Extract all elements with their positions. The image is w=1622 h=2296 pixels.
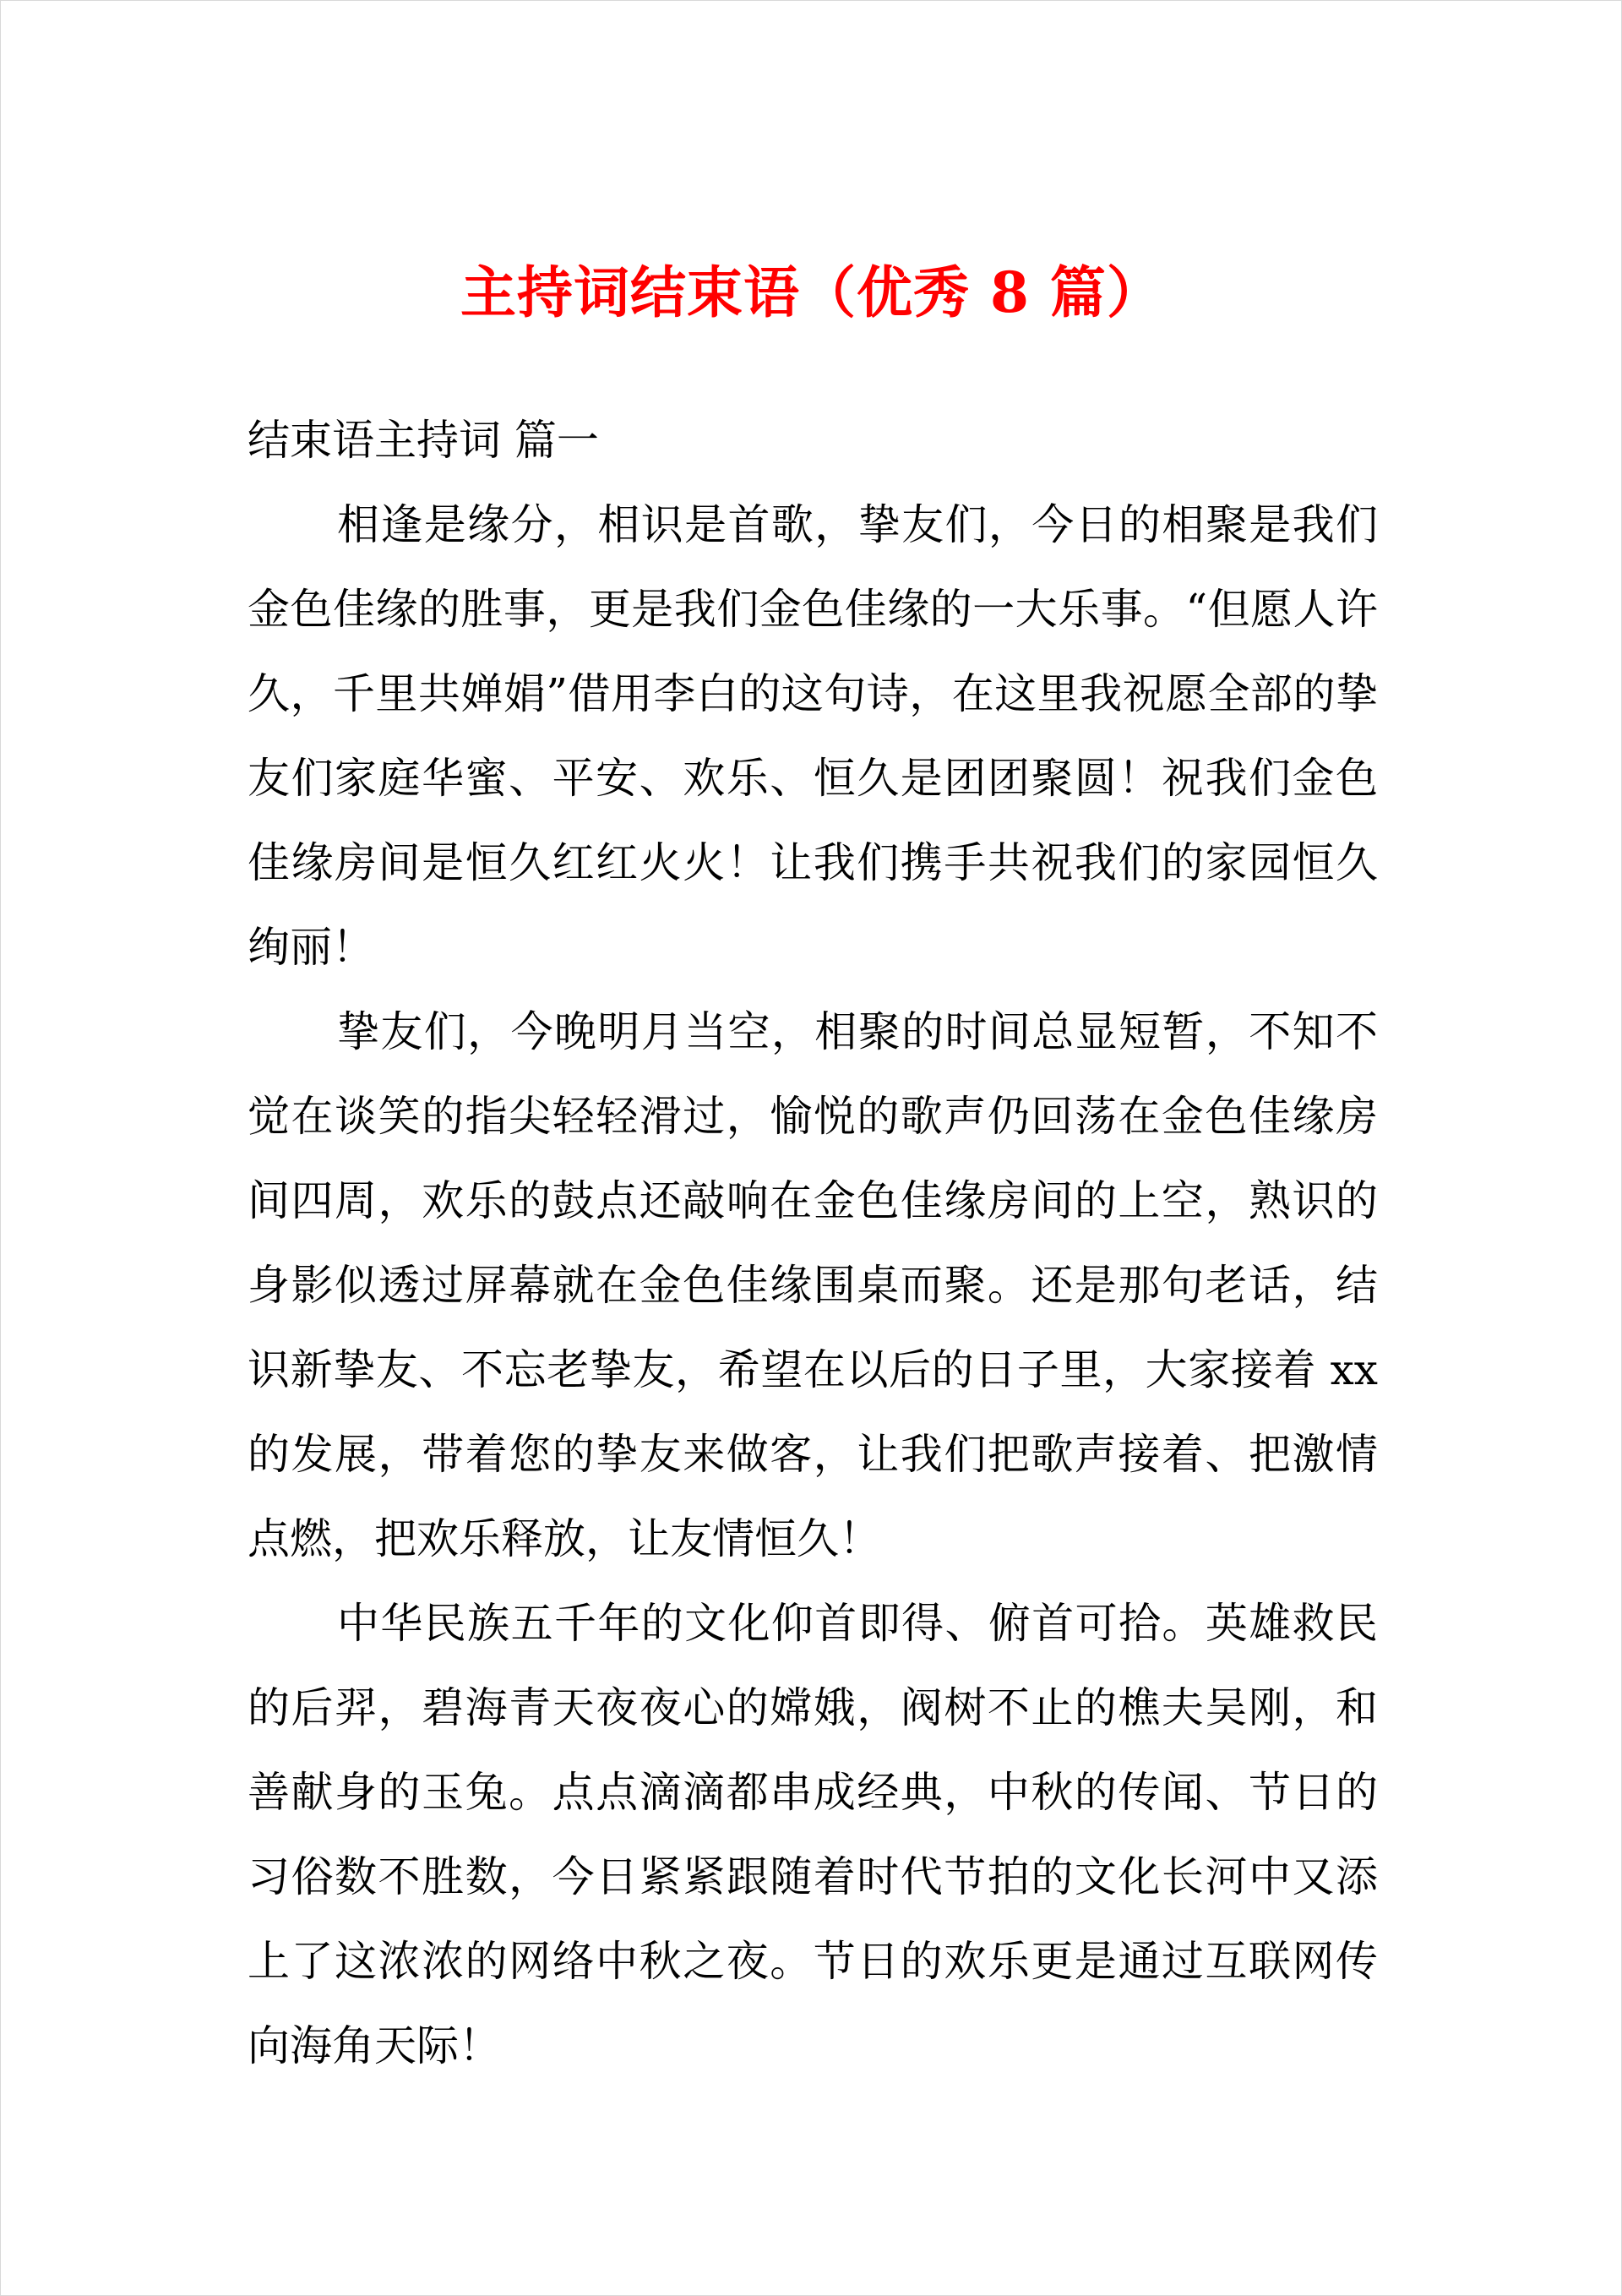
section-heading: 结束语主持词 篇一 [248, 416, 599, 465]
paragraph-2: 挚友们，今晚明月当空，相聚的时间总显短暂，不知不觉在谈笑的指尖轻轻滑过，愉悦的歌声仍回荡在金色佳缘房间四周，欢乐的鼓点还敲响在金色佳缘房间的上空，熟识的身影似透过屏幕就在金色佳缘围桌而聚。还是那句老话，结识新挚友、不忘老挚友，希望在以后的日子里，大家接着 xx 的发展，带着您的挚友来做客，让我们把歌声接着、把激情点燃，把欢乐释放，让友情恒久！ [248, 1007, 1378, 1563]
paragraph-1: 相逢是缘分，相识是首歌，挚友们，今日的相聚是我们金色佳缘的胜事，更是我们金色佳缘的一大乐事。“但愿人许久，千里共婵娟”借用李白的这句诗，在这里我祝愿全部的挚友们家庭华蜜、平安、欢乐、恒久是团团聚圆！祝我们金色佳缘房间是恒久红红火火！让我们携手共祝我们的家园恒久绚丽！ [248, 500, 1378, 972]
paragraph-3: 中华民族五千年的文化仰首即得、俯首可拾。英雄救民的后羿，碧海青天夜夜心的嫦娥，阀树不止的樵夫吴刚，和善献身的玉兔。点点滴滴都串成经典，中秋的传闻、节日的习俗数不胜数，今日紧紧跟随着时代节拍的文化长河中又添上了这浓浓的网络中秋之夜。节日的欢乐更是通过互联网传向海角天际！ [248, 1599, 1378, 2070]
document-title: 主持词结束语（优秀 8 篇） [460, 259, 1163, 325]
document-body [248, 398, 1378, 2088]
